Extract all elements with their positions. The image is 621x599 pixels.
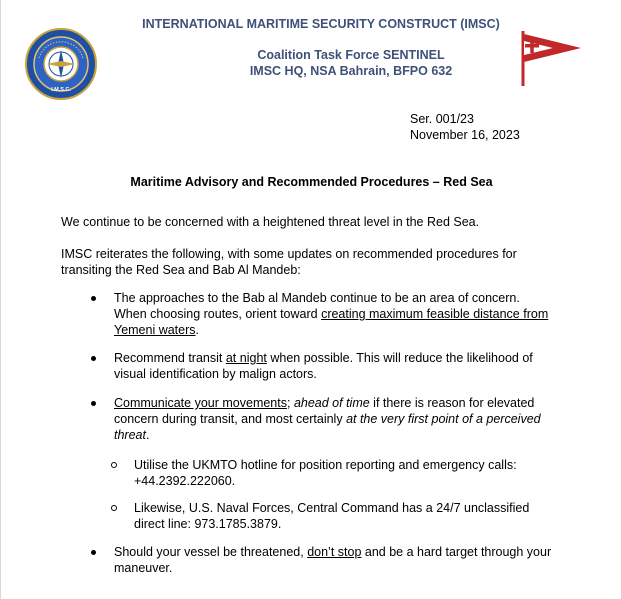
bullet-dot-icon (91, 401, 96, 406)
subbullet-ukmto (134, 457, 584, 489)
subbullet-ukmto-line-2: +44.2392.222060. (134, 474, 236, 488)
imsc-seal-icon (25, 28, 97, 100)
bullet-dont-stop (114, 544, 584, 576)
text-run: when possible. This will reduce the likelihood of (266, 351, 533, 365)
bullet-approaches-line-3 (114, 322, 584, 338)
bullet-night-line-2: visual identification by malign actors. (114, 367, 317, 381)
bullet-night-line-1 (114, 350, 584, 366)
bullet-approaches-line-1: The approaches to the Bab al Mandeb continue to be an area of concern. (114, 291, 520, 305)
reiterate-line-1: IMSC reiterates the following, with some updates on recommended procedures for (61, 247, 517, 261)
text-run: . (195, 323, 200, 337)
italic-text: ahead of time (293, 396, 370, 410)
organization-name: INTERNATIONAL MARITIME SECURITY CONSTRUCT (IMSC) (142, 17, 500, 31)
text-run: Recommend transit (114, 351, 226, 365)
svg-text:I.M.S.C.: I.M.S.C. (51, 87, 71, 93)
subbullet-navcent (134, 500, 584, 532)
reiterate-line-2: transiting the Red Sea and Bab Al Mandeb: (61, 263, 301, 277)
subbullet-circle-icon (111, 462, 117, 468)
bullet-communicate-line-2 (114, 411, 584, 427)
bullet-communicate-line-1 (114, 395, 584, 411)
underlined-text: creating maximum feasible distance from (321, 307, 549, 321)
task-force-name: Coalition Task Force SENTINEL (257, 48, 445, 62)
underlined-text: Communicate your movements (114, 396, 287, 410)
bullet-approaches-line-2 (114, 306, 584, 322)
text-run: and be a hard target through your (361, 545, 552, 559)
text-run: concern during transit, and most certainly (114, 412, 347, 426)
serial-number: Ser. 001/23 (410, 112, 474, 126)
text-run: When choosing routes, orient toward (114, 307, 322, 321)
bullet-approaches (114, 290, 584, 338)
bullet-dot-icon (91, 550, 96, 555)
document-title: Maritime Advisory and Recommended Procedures – Red Sea (130, 175, 493, 189)
bullet-communicate (114, 395, 584, 443)
intro-paragraph: We continue to be concerned with a heightened threat level in the Red Sea. (61, 215, 480, 229)
subbullet-circle-icon (111, 505, 117, 511)
underlined-text: don’t stop (307, 545, 362, 559)
subbullet-navcent-line-1: Likewise, U.S. Naval Forces, Central Command has a 24/7 unclassified (134, 501, 530, 515)
bullet-dot-icon (91, 356, 96, 361)
italic-text: threat (114, 428, 146, 442)
letterhead (111, 15, 531, 79)
bullet-dont-stop-line-2: maneuver. (114, 561, 173, 575)
underlined-text: at night (225, 351, 267, 365)
text-run: . (145, 428, 150, 442)
reiterate-paragraph (61, 246, 581, 278)
subbullet-ukmto-line-1: Utilise the UKMTO hotline for position reporting and emergency calls: (134, 458, 517, 472)
bullet-night-transit (114, 350, 584, 382)
subbullet-navcent-line-2: direct line: 973.1785.3879. (134, 517, 282, 531)
hq-address: IMSC HQ, NSA Bahrain, BFPO 632 (249, 64, 453, 78)
text-run: Should your vessel be threatened, (114, 545, 308, 559)
bullet-dot-icon (91, 296, 96, 301)
underlined-text: Yemeni waters (114, 323, 196, 337)
pennant-flag-icon (519, 28, 585, 88)
bullet-dont-stop-line-1 (114, 544, 584, 560)
reference-block (410, 111, 520, 143)
text-run: ; (286, 396, 294, 410)
text-run: if there is reason for elevated (369, 396, 535, 410)
issue-date: November 16, 2023 (410, 128, 520, 142)
italic-text: at the very first point of a perceived (346, 412, 541, 426)
bullet-communicate-line-3 (114, 427, 584, 443)
